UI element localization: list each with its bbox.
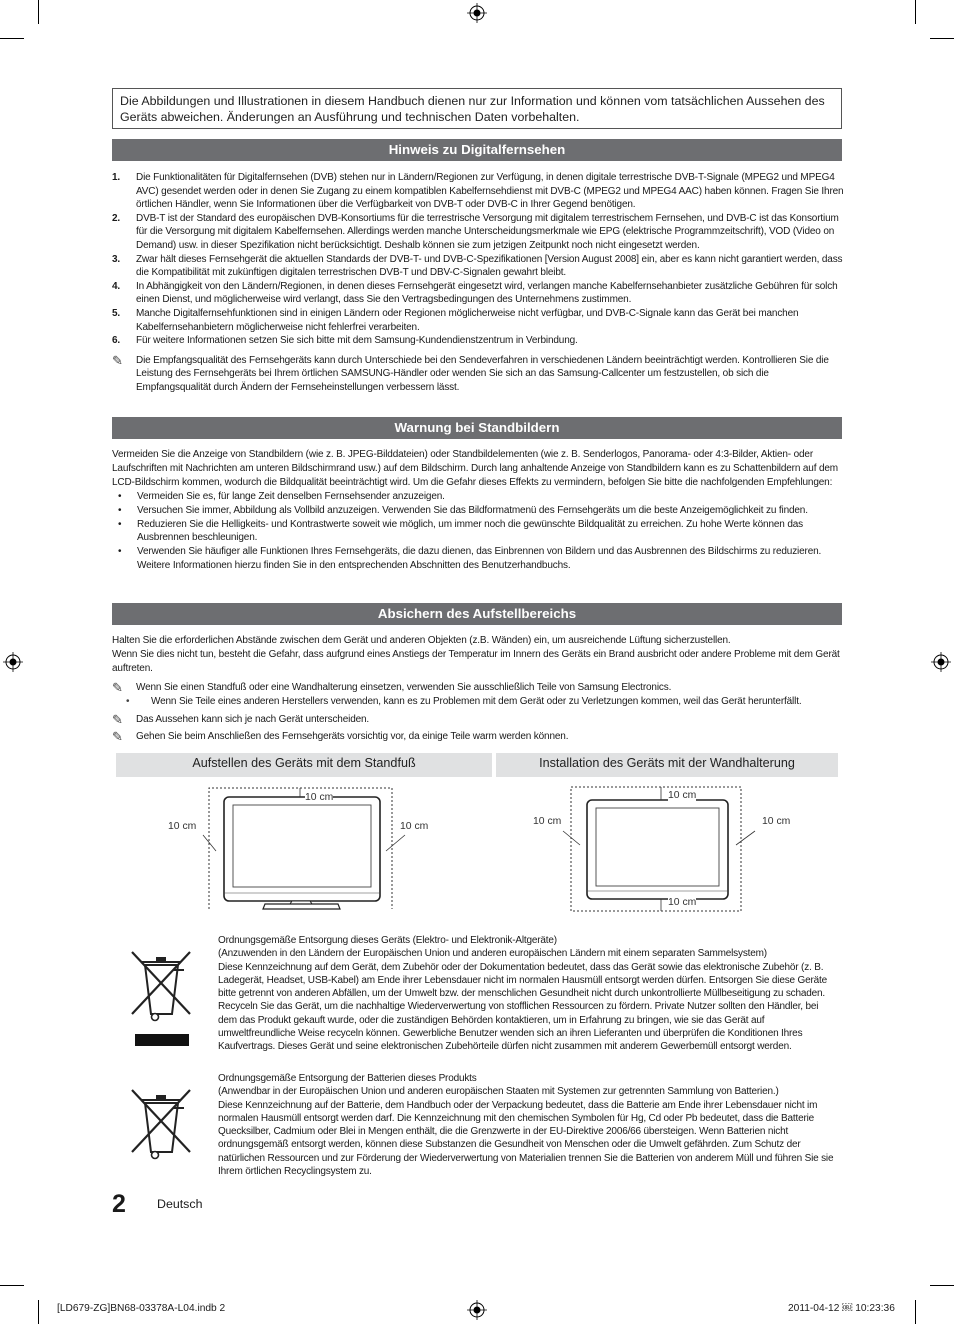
clearance-label-left: 10 cm [533,816,562,827]
weee-subtitle: (Anzuwenden in den Ländern der Europäischen Union und anderen europäischen Ländern mit einem separaten Sammelsystem) [218,948,767,960]
sub-bullet: • Wenn Sie Teile eines anderen Herstellers verwenden, kann es zu Problemen mit dem Gerät oder zu Verletzungen kommen, weil das Gerät herunterfällt. [126,695,802,707]
crossed-out-wheelie-bin-icon [128,948,194,1048]
list-item: 5. Manche Digitalfernsehfunktionen sind in einigen Ländern oder Regionen möglicherweise nicht verfügbar, und DVB-C-Signale kann das Gerät bei manchen Kabelfernsehanbietern möglicherweise nicht fehlerfrei verarbeiten. [112,307,799,333]
section-title: Hinweis zu Digitalfernsehen [388,142,566,157]
disclaimer-box [112,88,842,129]
crop-mark [38,0,39,24]
timestamp-slug: 2011-04-12 ￼ 10:23:36 [788,1303,895,1314]
page-number: 2 [112,1190,126,1218]
clearance-label-bottom: 10 cm [668,897,697,908]
clearance-label-top: 10 cm [668,790,697,801]
weee-disposal-text [218,934,838,1054]
list-item: 1. Die Funktionalitäten für Digitalfernsehen (DVB) stehen nur in Ländern/Regionen zur Verfügung, in denen digitale terrestrische DVB-T-Signale (MPEG2 und MPEG4 AVC) gesendet werden oder in denen Sie Zugang zu einem kompatiblen Kabelfernsehdienst mit DVB-C (MPEG2 und MPEG4 AAC) haben können. Fragen Sie Ihren örtlichen Händler, wenn Sie Informationen über die Verfügbarkeit von DVB-T oder DVB-C in Ihrer Gegend benötigen. [112,172,844,211]
registration-mark-icon [467,1300,487,1320]
still-images-content [112,448,844,573]
note: ✎ Das Aussehen kann sich je nach Gerät unterscheiden. [112,711,370,727]
pencil-note-icon: ✎ [112,352,123,368]
battery-body: Diese Kennzeichnung auf der Batterie, dem Handbuch oder der Verpackung bedeutet, dass die Batterie am Ende ihrer Lebensdauer nicht im normalen Hausmüll entsorgt werden darf. Die Kennzeichnung mit den chemischen Symbolen für Hg, Cd oder Pb bedeutet, dass die Batterie Quecksilber, Cadmium oder Blei in Mengen enthält, die die Grenzwerte in der EU-Direktive 2006/66 übersteigen. Wenn Batterien nicht ordnungsgemäß entsorgt werden, können diese Substanzen die Gesundheit von Menschen oder die Umwelt gefährden. Zum Schutz der natürlichen Ressourcen und zur Förderung der Wiederverwertung von Materialien trennen Sie die Batterien von anderem Müll und führen Sie sie Ihrem örtlichen Recyclingsystem zu. [218,1099,834,1178]
note: ✎ Gehen Sie beim Anschließen des Fernsehgeräts vorsichtig vor, da einige Teile warm werden können. [112,729,569,745]
note: ✎ Die Empfangsqualität des Fernsehgeräts kann durch Unterschiede bei den Sendeverfahren in verschiedenen Ländern beeinträchtigt werden. Kontrollieren Sie die Leistung des Fernsehgeräts bei Ihrem örtlichen SAMSUNG-Händler oder wenden Sie sich an das Samsung-Callcenter um festzustellen, ob sich die Empfangsqualität durch Ändern der Fernseheinstellungen verbessern lässt. [112,352,829,393]
pencil-note-icon: ✎ [112,711,123,727]
section-header-still-images [112,417,842,439]
crop-mark [930,38,954,39]
list-item: 2. DVB-T ist der Standard des europäischen DVB-Konsortiums für die terrestrische Versorgung mit digitalem terrestrischem Fernsehen, und DVB-C ist das Konsortium für die Versorgung mit digitalem Kabelfernsehen. Allerdings werden manche Unterscheidungsmerkmale wie EPG (elektrische Programmzeitschrift), VOD (Video on Demand) usw. in dieser Spezifikation nicht berücksichtigt. Deshalb können sie zum jetzigen Zeitpunkt noch nicht eingesetzt werden. [112,212,839,251]
pencil-note-icon: ✎ [112,679,123,695]
battery-title: Ordnungsgemäße Entsorgung der Batterien dieses Produkts [218,1073,477,1084]
weee-title: Ordnungsgemäße Entsorgung dieses Geräts (Elektro- und Elektronik-Altgeräte) [218,935,557,946]
clearance-label-right: 10 cm [762,816,791,827]
stand-clearance-diagram [160,785,450,915]
wall-mount-clearance-diagram [530,783,810,913]
list-item: • Versuchen Sie immer, Abbildung als Vollbild anzuzeigen. Verwenden Sie das Bildformatmenü des Fernsehgeräts um die beste Anzeigemöglichkeit zu finden. [118,504,808,516]
battery-disposal-text [218,1072,838,1178]
language-label: Deutsch [157,1197,203,1211]
battery-subtitle: (Anwendbar in der Europäischen Union und anderen europäischen Staaten mit Systemen zur getrennten Sammlung von Batterien.) [218,1086,779,1098]
list-item: 6. Für weitere Informationen setzen Sie sich bitte mit dem Samsung-Kundendienstzentrum in Verbindung. [112,335,578,347]
crop-mark [915,1300,916,1324]
file-slug: [LD679-ZG]BN68-03378A-L04.indb 2 [57,1303,226,1314]
registration-mark-icon [931,652,951,672]
paragraph: Vermeiden Sie die Anzeige von Standbildern (wie z. B. JPEG-Bilddateien) oder Standbildelementen (wie z. B. Senderlogos, Panorama- oder 4:3-Bilder, Aktien- oder Laufschriften mit Nachrichten am unteren Bildschirmrand usw.) auf dem Bildschirm. Durch lang anhaltende Anzeige von Standbildern kann es zu Schattenbildern auf dem LCD-Bildschirm kommen, wodurch die Bildqualität beeinträchtigt wird. Um die Gefahr dieses Effekts zu vermindern, befolgen Sie bitte die nachfolgenden Empfehlungen: [112,449,838,488]
clearance-label-right: 10 cm [400,821,429,832]
crop-mark [930,1285,954,1286]
crossed-out-battery-bin-icon [128,1086,194,1162]
note: ✎ Wenn Sie einen Standfuß oder eine Wandhalterung einsetzen, verwenden Sie ausschließlich Teile von Samsung Electronics. [112,679,672,695]
crop-mark [0,1285,24,1286]
pencil-note-icon: ✎ [112,729,123,745]
clearance-label-left: 10 cm [168,821,197,832]
stand-installation-header: Aufstellen des Geräts mit dem Standfuß [116,753,492,777]
list-item: • Verwenden Sie häufiger alle Funktionen Ihres Fernsehgeräts, die dazu dienen, das Einbrennen von Bildern und das Ausbrennen des Bildschirms zu reduzieren. Weitere Informationen hierzu finden Sie in den entsprechenden Abschnitten des Benutzerhandbuchs. [118,546,822,572]
section-title: Absichern des Aufstellbereichs [377,606,577,621]
clearance-label-top: 10 cm [305,792,334,803]
list-item: • Reduzieren Sie die Helligkeits- und Kontrastwerte soweit wie möglich, um immer noch die gewünschte Bildqualität zu erreichen. Zu hohe Werte können das Ausbrennen beschleunigen. [118,518,804,544]
section-header-dvb [112,139,842,161]
paragraph: Halten Sie die erforderlichen Abstände zwischen dem Gerät und anderen Objekten (z.B. Wänden) ein, um ausreichende Lüftung sicherzustellen. [112,635,731,646]
registration-mark-icon [3,652,23,672]
paragraph: Wenn Sie dies nicht tun, besteht die Gefahr, dass aufgrund eines Anstiegs der Temperatur im Innern des Geräts ein Brand ausbricht oder andere Probleme mit dem Gerät auftreten. [112,648,840,674]
list-item: • Vermeiden Sie es, für lange Zeit denselben Fernsehsender anzuzeigen. [118,490,445,502]
disclaimer-text: Die Abbildungen und Illustrationen in diesem Handbuch dienen nur zur Information und können vom tatsächlichen Aussehen des Geräts abweichen. Änderungen an Ausführung und technischen Daten vorbehalten. [120,94,825,124]
weee-body: Diese Kennzeichnung auf dem Gerät, dem Zubehör oder der Dokumentation bedeutet, dass das Gerät sowie das elektronische Zubehör (z. B. Ladegerät, Headset, USB-Kabel) am Ende ihrer Lebensdauer nicht im normalen Hausmüll entsorgt werden dürfen. Entsorgen Sie diese Geräte bitte getrennt von anderen Abfällen, um der Umwelt bzw. der menschlichen Gesundheit nicht durch unkontrollierte Müllbeseitigung zu schaden. Recyceln Sie das Gerät, um die nachhaltige Wiederverwertung von stofflichen Ressourcen zu fördern. Private Nutzer sollten den Händler, bei dem das Produkt gekauft wurde, oder die zuständigen Behörden kontaktieren, um in Erfahrung zu bringen, wie sie das Gerät auf umweltfreundliche Weise recyceln können. Gewerbliche Benutzer wenden sich an ihren Lieferanten und überprüfen die Konditionen Ihres Kaufvertrags. Dieses Gerät und seine elektronischen Zubehörteile dürfen nicht zusammen mit anderem Gewerbemüll entsorgt werden. [218,961,828,1053]
section-header-installation [112,603,842,625]
list-item: 4. In Abhängigkeit von den Ländern/Regionen, in denen dieses Fernsehgerät eingesetzt wird, verlangen manche Kabelfernsehanbieter zusätzliche Gebühren für solch einen Dienst, und möglicherweise wird verlangt, dass Sie den Vertragsbedingungen des Unternehmens zustimmen. [112,280,838,306]
crop-mark [915,0,916,24]
wall-mount-header: Installation des Geräts mit der Wandhalterung [496,753,838,777]
installation-content [112,634,844,744]
dvb-list [112,171,844,395]
list-item: 3. Zwar hält dieses Fernsehgerät die aktuellen Standards der DVB-T- und DVB-C-Spezifikationen [Version August 2008] ein, aber es kann nicht garantiert werden, dass die Kompatibilität mit zukünftigen digitalen terrestrischen DVB-T und DBV-C-Signalen gewahrt bleibt. [112,253,843,279]
crop-mark [0,38,24,39]
crop-mark [38,1300,39,1324]
registration-mark-icon [467,3,487,23]
section-title: Warnung bei Standbildern [394,420,560,435]
